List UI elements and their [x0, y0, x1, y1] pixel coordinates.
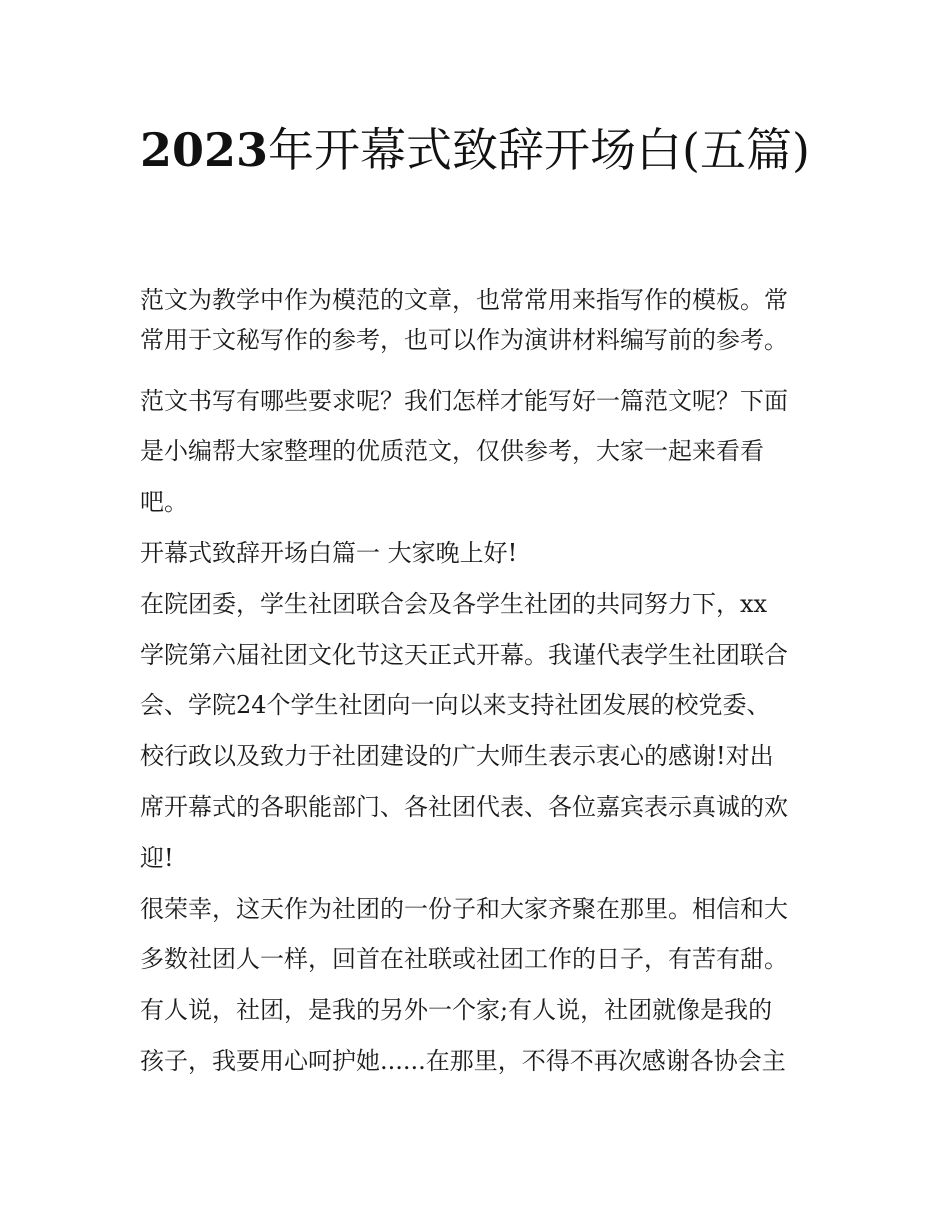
body-line-5: 吧。: [140, 488, 188, 516]
document-title: [140, 112, 820, 189]
body-line-4: 是小编帮大家整理的优质范文，仅供参考，大家一起来看看: [140, 437, 764, 465]
body-line-15: 有人说，社团，是我的另外一个家;有人说，社团就像是我的: [140, 996, 773, 1024]
body-line-2: 常用于文秘写作的参考，也可以作为演讲材料编写前的参考。: [140, 326, 788, 354]
body-line-1: 范文为教学中作为模范的文章，也常常用来指写作的模板。常: [140, 286, 788, 314]
body-line-7: 在院团委，学生社团联合会及各学生社团的共同努力下，xx: [140, 590, 768, 618]
body-line-3: 范文书写有哪些要求呢？我们怎样才能写好一篇范文呢？下面: [140, 387, 788, 415]
body-line-12: 迎!: [140, 844, 174, 872]
body-line-9: 会、学院24个学生社团向一向以来支持社团发展的校党委、: [140, 691, 771, 719]
body-line-8: 学院第六届社团文化节这天正式开幕。我谨代表学生社团联合: [140, 641, 788, 669]
body-line-16: 孩子，我要用心呵护她......在那里，不得不再次感谢各协会主: [140, 1047, 786, 1075]
body-line-10: 校行政以及致力于社团建设的广大师生表示衷心的感谢!对出: [140, 742, 774, 770]
body-line-14: 多数社团人一样，回首在社联或社团工作的日子，有苦有甜。: [140, 945, 788, 973]
section-heading: 开幕式致辞开场白篇一 大家晚上好!: [140, 539, 518, 567]
body-line-13: 很荣幸，这天作为社团的一份子和大家齐聚在那里。相信和大: [140, 895, 788, 923]
body-line-11: 席开幕式的各职能部门、各社团代表、各位嘉宾表示真诚的欢: [140, 793, 788, 821]
title-year: 2023: [140, 123, 269, 177]
title-text: 年开幕式致辞开场白(五篇): [268, 123, 810, 177]
